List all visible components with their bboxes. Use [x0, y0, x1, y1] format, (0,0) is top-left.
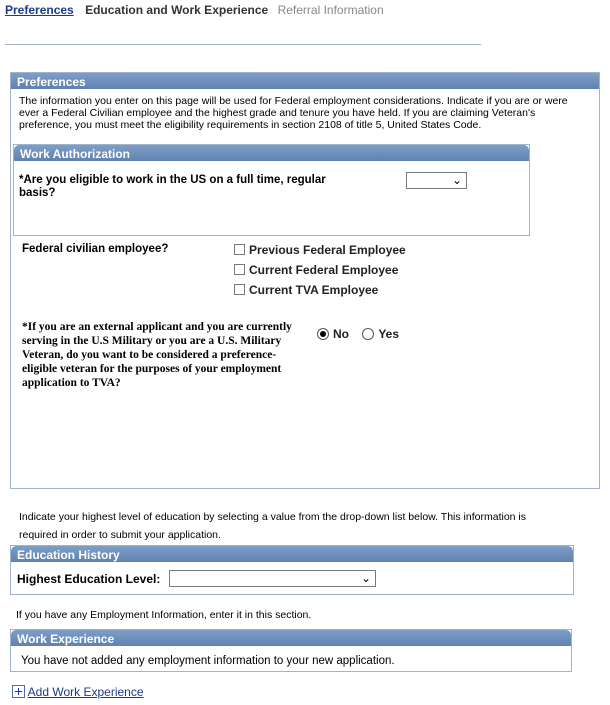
- veteran-preference-question: *If you are an external applicant and you are currently serving in the U.S Military or you are a U.S. Military Veteran, do you want to be considered a preference-eligible veteran for the purposes of your employment application to TVA?: [22, 321, 292, 389]
- veteran-no-label: No: [333, 327, 349, 341]
- work-authorization-panel: [13, 144, 530, 236]
- highest-education-label: Highest Education Level:: [17, 572, 161, 586]
- veteran-no-radio[interactable]: [317, 328, 329, 340]
- current-tva-employee-option[interactable]: [234, 283, 406, 303]
- previous-federal-employee-label: Previous Federal Employee: [249, 243, 406, 257]
- tab-education-work-experience: Education and Work Experience: [85, 3, 269, 17]
- work-experience-header: Work Experience: [11, 630, 571, 646]
- current-federal-employee-label: Current Federal Employee: [249, 263, 399, 277]
- work-eligibility-select[interactable]: [406, 172, 467, 189]
- employment-intro: If you have any Employment Information, enter it in this section.: [16, 609, 312, 621]
- veteran-yes-option[interactable]: [362, 327, 399, 341]
- veteran-preference-radios: [317, 327, 399, 341]
- current-tva-employee-label: Current TVA Employee: [249, 283, 379, 297]
- preferences-header: Preferences: [11, 73, 599, 89]
- current-tva-employee-checkbox[interactable]: [234, 284, 245, 295]
- veteran-no-option[interactable]: [317, 327, 352, 341]
- nav-divider: [5, 44, 481, 45]
- add-work-experience-link[interactable]: [12, 685, 144, 699]
- highest-education-select[interactable]: [169, 570, 376, 587]
- preferences-panel: [10, 72, 600, 489]
- work-authorization-header: Work Authorization: [14, 145, 529, 161]
- add-icon[interactable]: [12, 685, 25, 698]
- federal-employee-label: Federal civilian employee?: [22, 243, 169, 255]
- tab-referral-information: Referral Information: [277, 3, 384, 17]
- veteran-yes-radio[interactable]: [362, 328, 374, 340]
- add-work-experience-label[interactable]: Add Work Experience: [27, 685, 144, 699]
- tab-preferences[interactable]: Preferences: [5, 3, 74, 17]
- no-employment-message: You have not added any employment information to your new application.: [21, 655, 395, 667]
- page-tabs: [5, 3, 384, 17]
- work-experience-panel: [10, 629, 572, 672]
- current-federal-employee-checkbox[interactable]: [234, 264, 245, 275]
- chevron-down-icon: ⌄: [451, 173, 462, 187]
- work-eligibility-question: *Are you eligible to work in the US on a full time, regular basis?: [19, 174, 326, 199]
- previous-federal-employee-option[interactable]: [234, 243, 406, 263]
- veteran-yes-label: Yes: [378, 327, 400, 341]
- chevron-down-icon: ⌄: [360, 571, 371, 585]
- preferences-intro: The information you enter on this page will be used for Federal employment considerations. Indicate if you are or were ever a Federal Civilian employee and the highest grade and tenure you have held. If you are claiming Veteran's preference, you must meet the eligibility requirements in section 2108 of title 5, United States Code.: [19, 95, 568, 131]
- federal-employee-options: [234, 243, 406, 303]
- education-history-header: Education History: [11, 546, 573, 562]
- education-history-panel: [10, 545, 574, 595]
- education-intro: Indicate your highest level of education by selecting a value from the drop-down list below. This information is required in order to submit your application.: [19, 511, 526, 541]
- previous-federal-employee-checkbox[interactable]: [234, 244, 245, 255]
- current-federal-employee-option[interactable]: [234, 263, 406, 283]
